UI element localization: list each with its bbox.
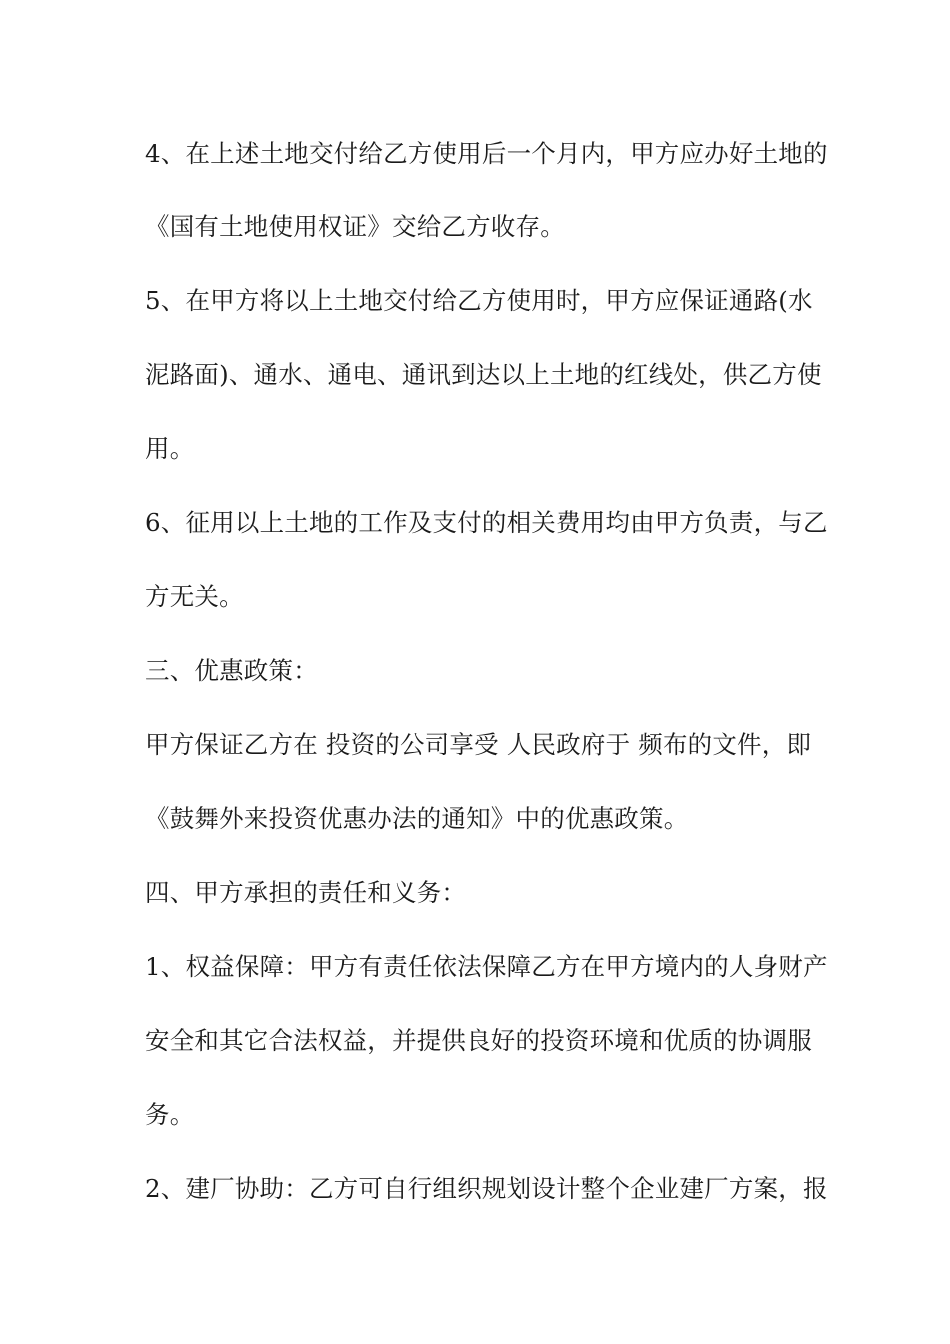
text-line: 泥路面)、通水、通电、通讯到达以上土地的红线处，供乙方使	[145, 360, 822, 389]
text-line: 6、征用以上土地的工作及支付的相关费用均由甲方负责，与乙	[145, 508, 828, 537]
text-line: 4、在上述土地交付给乙方使用后一个月内，甲方应办好土地的	[145, 139, 828, 168]
text-line: 2、建厂协助：乙方可自行组织规划设计整个企业建厂方案，报	[145, 1174, 828, 1203]
text-line: 《鼓舞外来投资优惠办法的通知》中的优惠政策。	[145, 804, 689, 833]
section-heading: 三、优惠政策：	[145, 656, 318, 685]
text-line: 1、权益保障：甲方有责任依法保障乙方在甲方境内的人身财产	[145, 952, 828, 981]
section-heading: 四、甲方承担的责任和义务：	[145, 878, 467, 907]
text-line: 用。	[145, 434, 195, 463]
text-line: 《国有土地使用权证》交给乙方收存。	[145, 212, 565, 241]
text-line: 5、在甲方将以上土地交付给乙方使用时，甲方应保证通路(水	[145, 286, 813, 315]
text-line: 务。	[145, 1100, 195, 1129]
text-line: 甲方保证乙方在 投资的公司享受 人民政府于 频布的文件，即	[145, 730, 812, 759]
text-line: 安全和其它合法权益，并提供良好的投资环境和优质的协调服	[145, 1026, 812, 1055]
text-line: 方无关。	[145, 582, 244, 611]
